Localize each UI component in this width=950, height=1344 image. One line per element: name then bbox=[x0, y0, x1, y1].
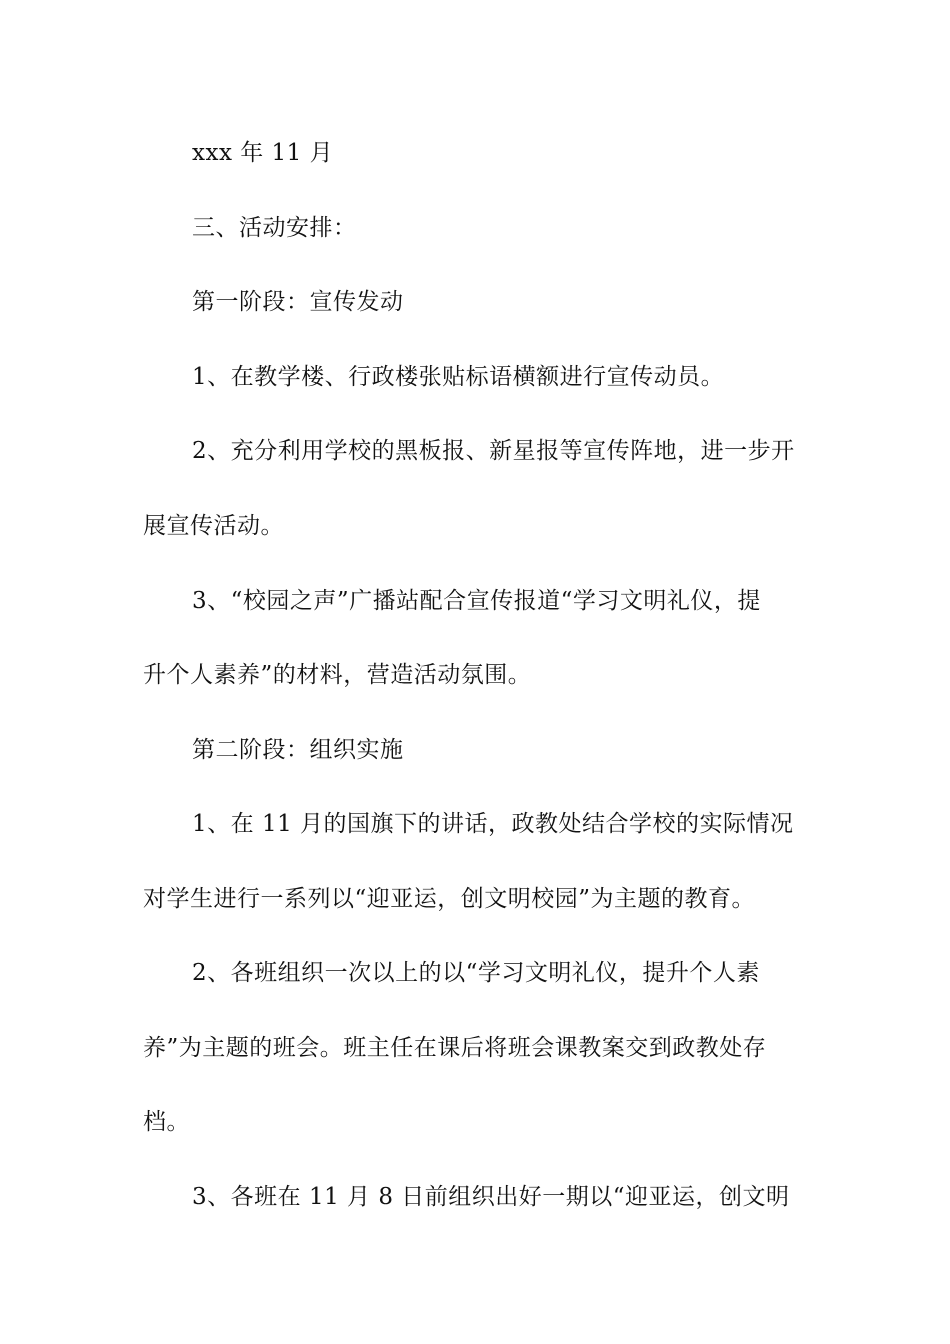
paragraph-line: 养”为主题的班会。班主任在课后将班会课教案交到政教处存 bbox=[143, 1035, 767, 1061]
section-heading: 三、活动安排： bbox=[192, 215, 357, 241]
phase-heading-2: 第二阶段：组织实施 bbox=[192, 737, 404, 763]
paragraph-line: 升个人素养”的材料，营造活动氛围。 bbox=[143, 662, 532, 688]
date-line: xxx 年 11 月 bbox=[192, 140, 334, 166]
paragraph-line: 2、充分利用学校的黑板报、新星报等宣传阵地，进一步开 bbox=[192, 438, 795, 464]
phase-heading-1: 第一阶段：宣传发动 bbox=[192, 289, 404, 315]
paragraph-line: 档。 bbox=[143, 1109, 190, 1135]
paragraph-line: 2、各班组织一次以上的以“学习文明礼仪，提升个人素 bbox=[192, 960, 760, 986]
paragraph-line: 展宣传活动。 bbox=[143, 513, 284, 539]
paragraph-line: 3、“校园之声”广播站配合宣传报道“学习文明礼仪，提 bbox=[192, 588, 761, 614]
paragraph-line: 1、在教学楼、行政楼张贴标语横额进行宣传动员。 bbox=[192, 364, 725, 390]
paragraph-line: 3、各班在 11 月 8 日前组织出好一期以“迎亚运，创文明 bbox=[192, 1184, 790, 1210]
paragraph-line: 1、在 11 月的国旗下的讲话，政教处结合学校的实际情况 bbox=[192, 811, 794, 837]
paragraph-line: 对学生进行一系列以“迎亚运，创文明校园”为主题的教育。 bbox=[143, 886, 756, 912]
